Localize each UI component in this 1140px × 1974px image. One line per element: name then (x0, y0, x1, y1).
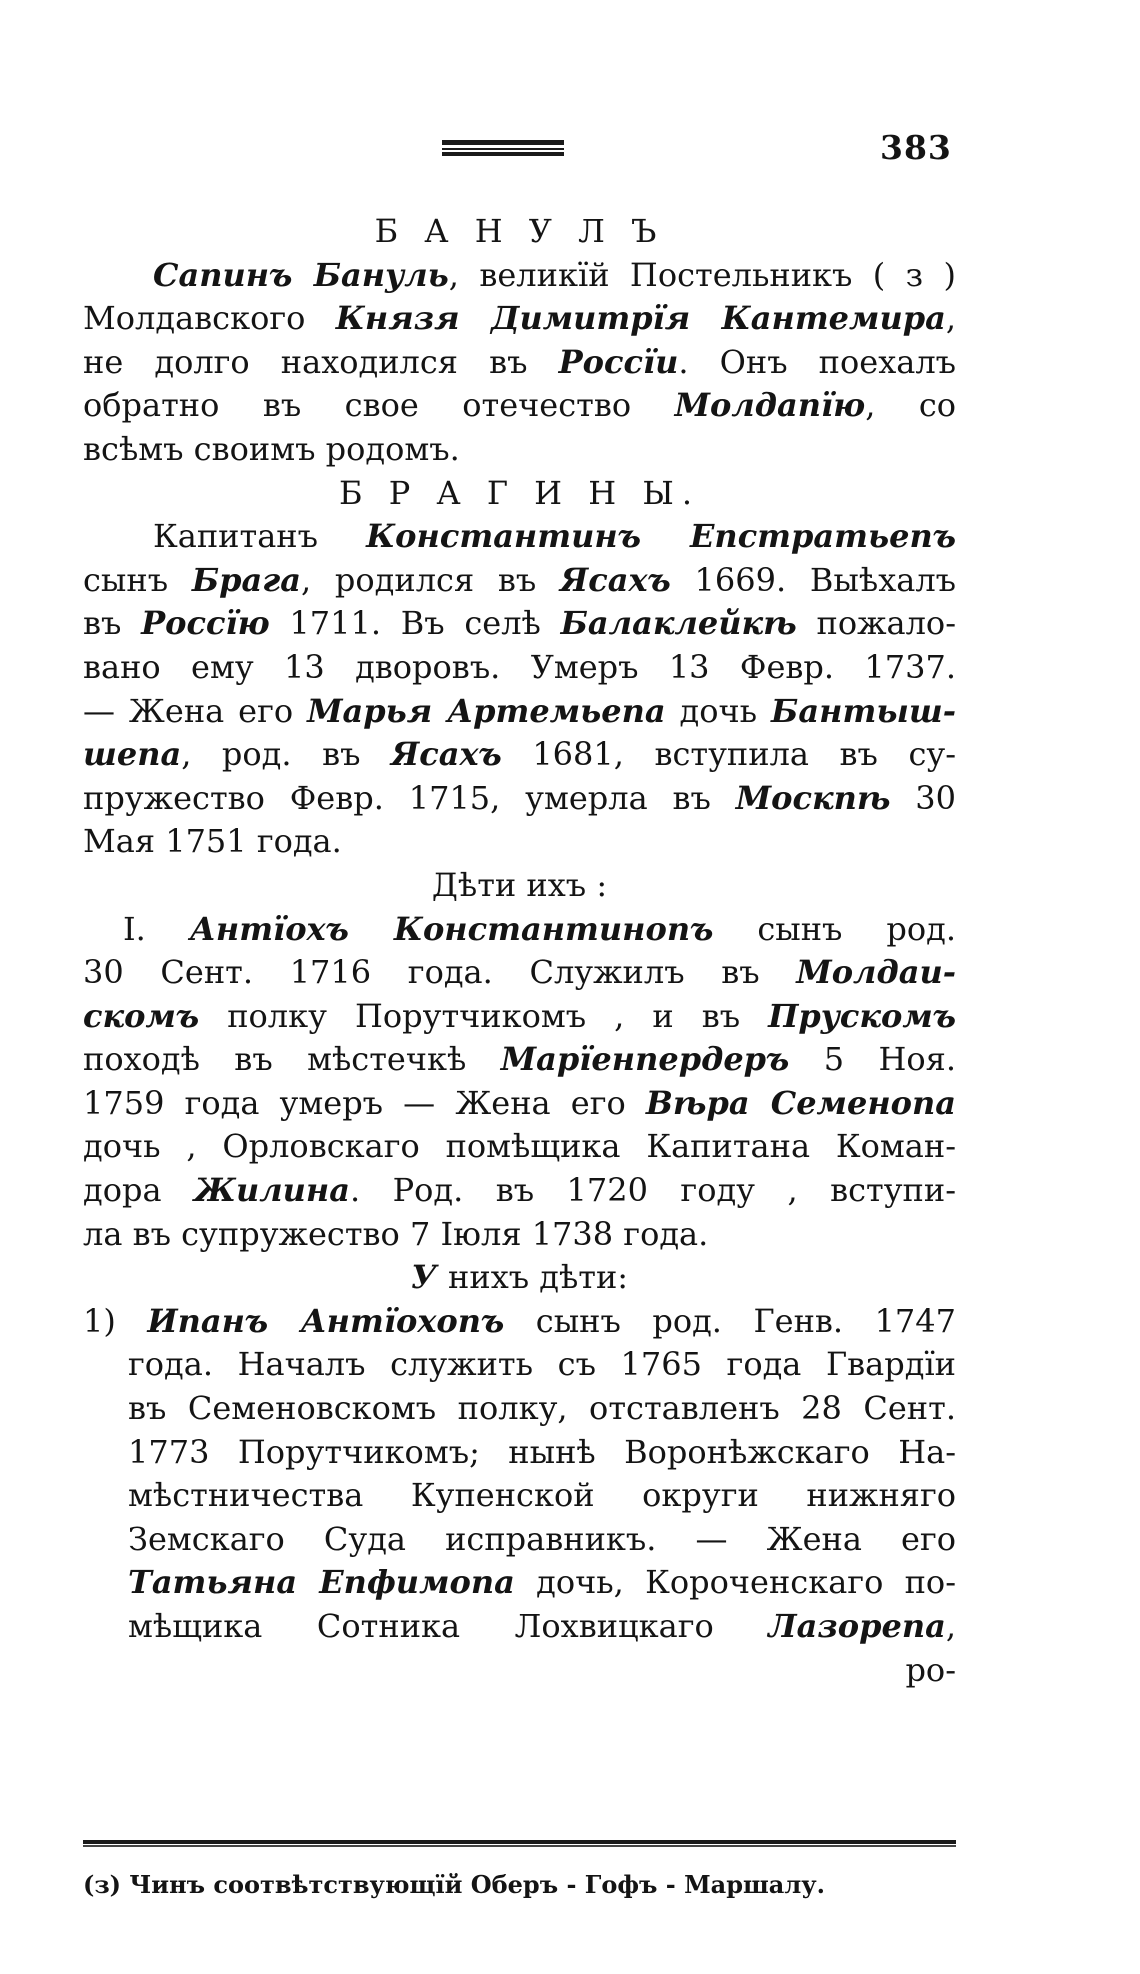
text-line: Молдавского Князя Димитрїя Кантемира, (83, 299, 956, 338)
heading-banul: Б А Н У Л Ъ (374, 212, 665, 250)
text-line: вано ему 13 дворовъ. Умеръ 13 Февр. 1737. (83, 647, 956, 686)
text-line: Мая 1751 года. (83, 822, 342, 861)
text-line: Капитанъ Константинъ Епстратьепъ (153, 517, 956, 556)
text-line: шепа, род. въ Ясахъ 1681, вступила въ су- (83, 735, 956, 774)
text-line: въ Россїю 1711. Въ селѣ Балаклейкѣ пожало- (83, 604, 956, 643)
text-line: походѣ въ мѣстечкѣ Марїенпердеръ 5 Ноя. (83, 1040, 956, 1079)
text-line: 1773 Порутчикомъ; нынѣ Воронѣжскаго На- (128, 1432, 956, 1471)
text-line: 1759 года умеръ — Жена его Вѣра Семенопа (83, 1083, 956, 1122)
catchword: ро- (905, 1650, 956, 1689)
text-line: пружество Февр. 1715, умерла въ Москпѣ 30 (83, 778, 956, 817)
text-line: мѣстничества Купенской округи нижняго (128, 1476, 956, 1515)
text-line: обратно въ свое отечество Молдапїю, со (83, 386, 956, 425)
text-line: Сапинъ Бануль, великїй Постельникъ ( з ) (153, 255, 956, 294)
text-line: всѣмъ своимъ родомъ. (83, 429, 460, 468)
page-number: 383 (880, 128, 952, 167)
text-line: Земскаго Суда исправникъ. — Жена его (128, 1519, 956, 1558)
text-line: 1) Ипанъ Антїохопъ сынъ род. Генв. 1747 (83, 1301, 956, 1340)
text-line: Татьяна Епфимопа дочь, Короченскаго по- (128, 1563, 956, 1602)
text-line: ла въ супружество 7 Іюля 1738 года. (83, 1214, 709, 1253)
text-line: дочь , Орловскаго помѣщика Капитана Коман- (83, 1127, 956, 1166)
text-line: 30 Сент. 1716 года. Служилъ въ Молдаи- (83, 953, 956, 992)
footnote: (з) Чинъ соотвѣтствующїй Оберъ - Гофъ - Маршалу. (83, 1870, 825, 1899)
text-line: въ Семеновскомъ полку, отставленъ 28 Сент. (128, 1389, 956, 1428)
text-line: — Жена его Марья Артемьепа дочь Бантыш- (83, 691, 956, 730)
subheading-children: Дѣти ихъ : (431, 865, 608, 904)
footnote-separator (83, 1840, 956, 1847)
text-line: скомъ полку Порутчикомъ , и въ Прускомъ (83, 996, 956, 1035)
text-line: дора Жилина. Род. въ 1720 году , вступи- (83, 1171, 956, 1210)
heading-braginy: Б Р А Г И Н Ы. (339, 473, 700, 512)
text-line: I. Антїохъ Константинопъ сынъ род. (123, 909, 956, 948)
main-text (83, 210, 956, 1692)
header-ornament-rule (442, 140, 564, 156)
text-line: сынъ Брага, родился въ Ясахъ 1669. Выѣхалъ (83, 560, 956, 599)
text-line: не долго находился въ Россїи. Онъ поехалъ (83, 342, 956, 381)
text-line: мѣщика Сотника Лохвицкаго Лазорепа, (128, 1607, 956, 1645)
text-line: года. Началъ служить съ 1765 года Гвардїи (128, 1345, 956, 1384)
subheading-their-children: У нихъ дѣти: (410, 1258, 629, 1297)
